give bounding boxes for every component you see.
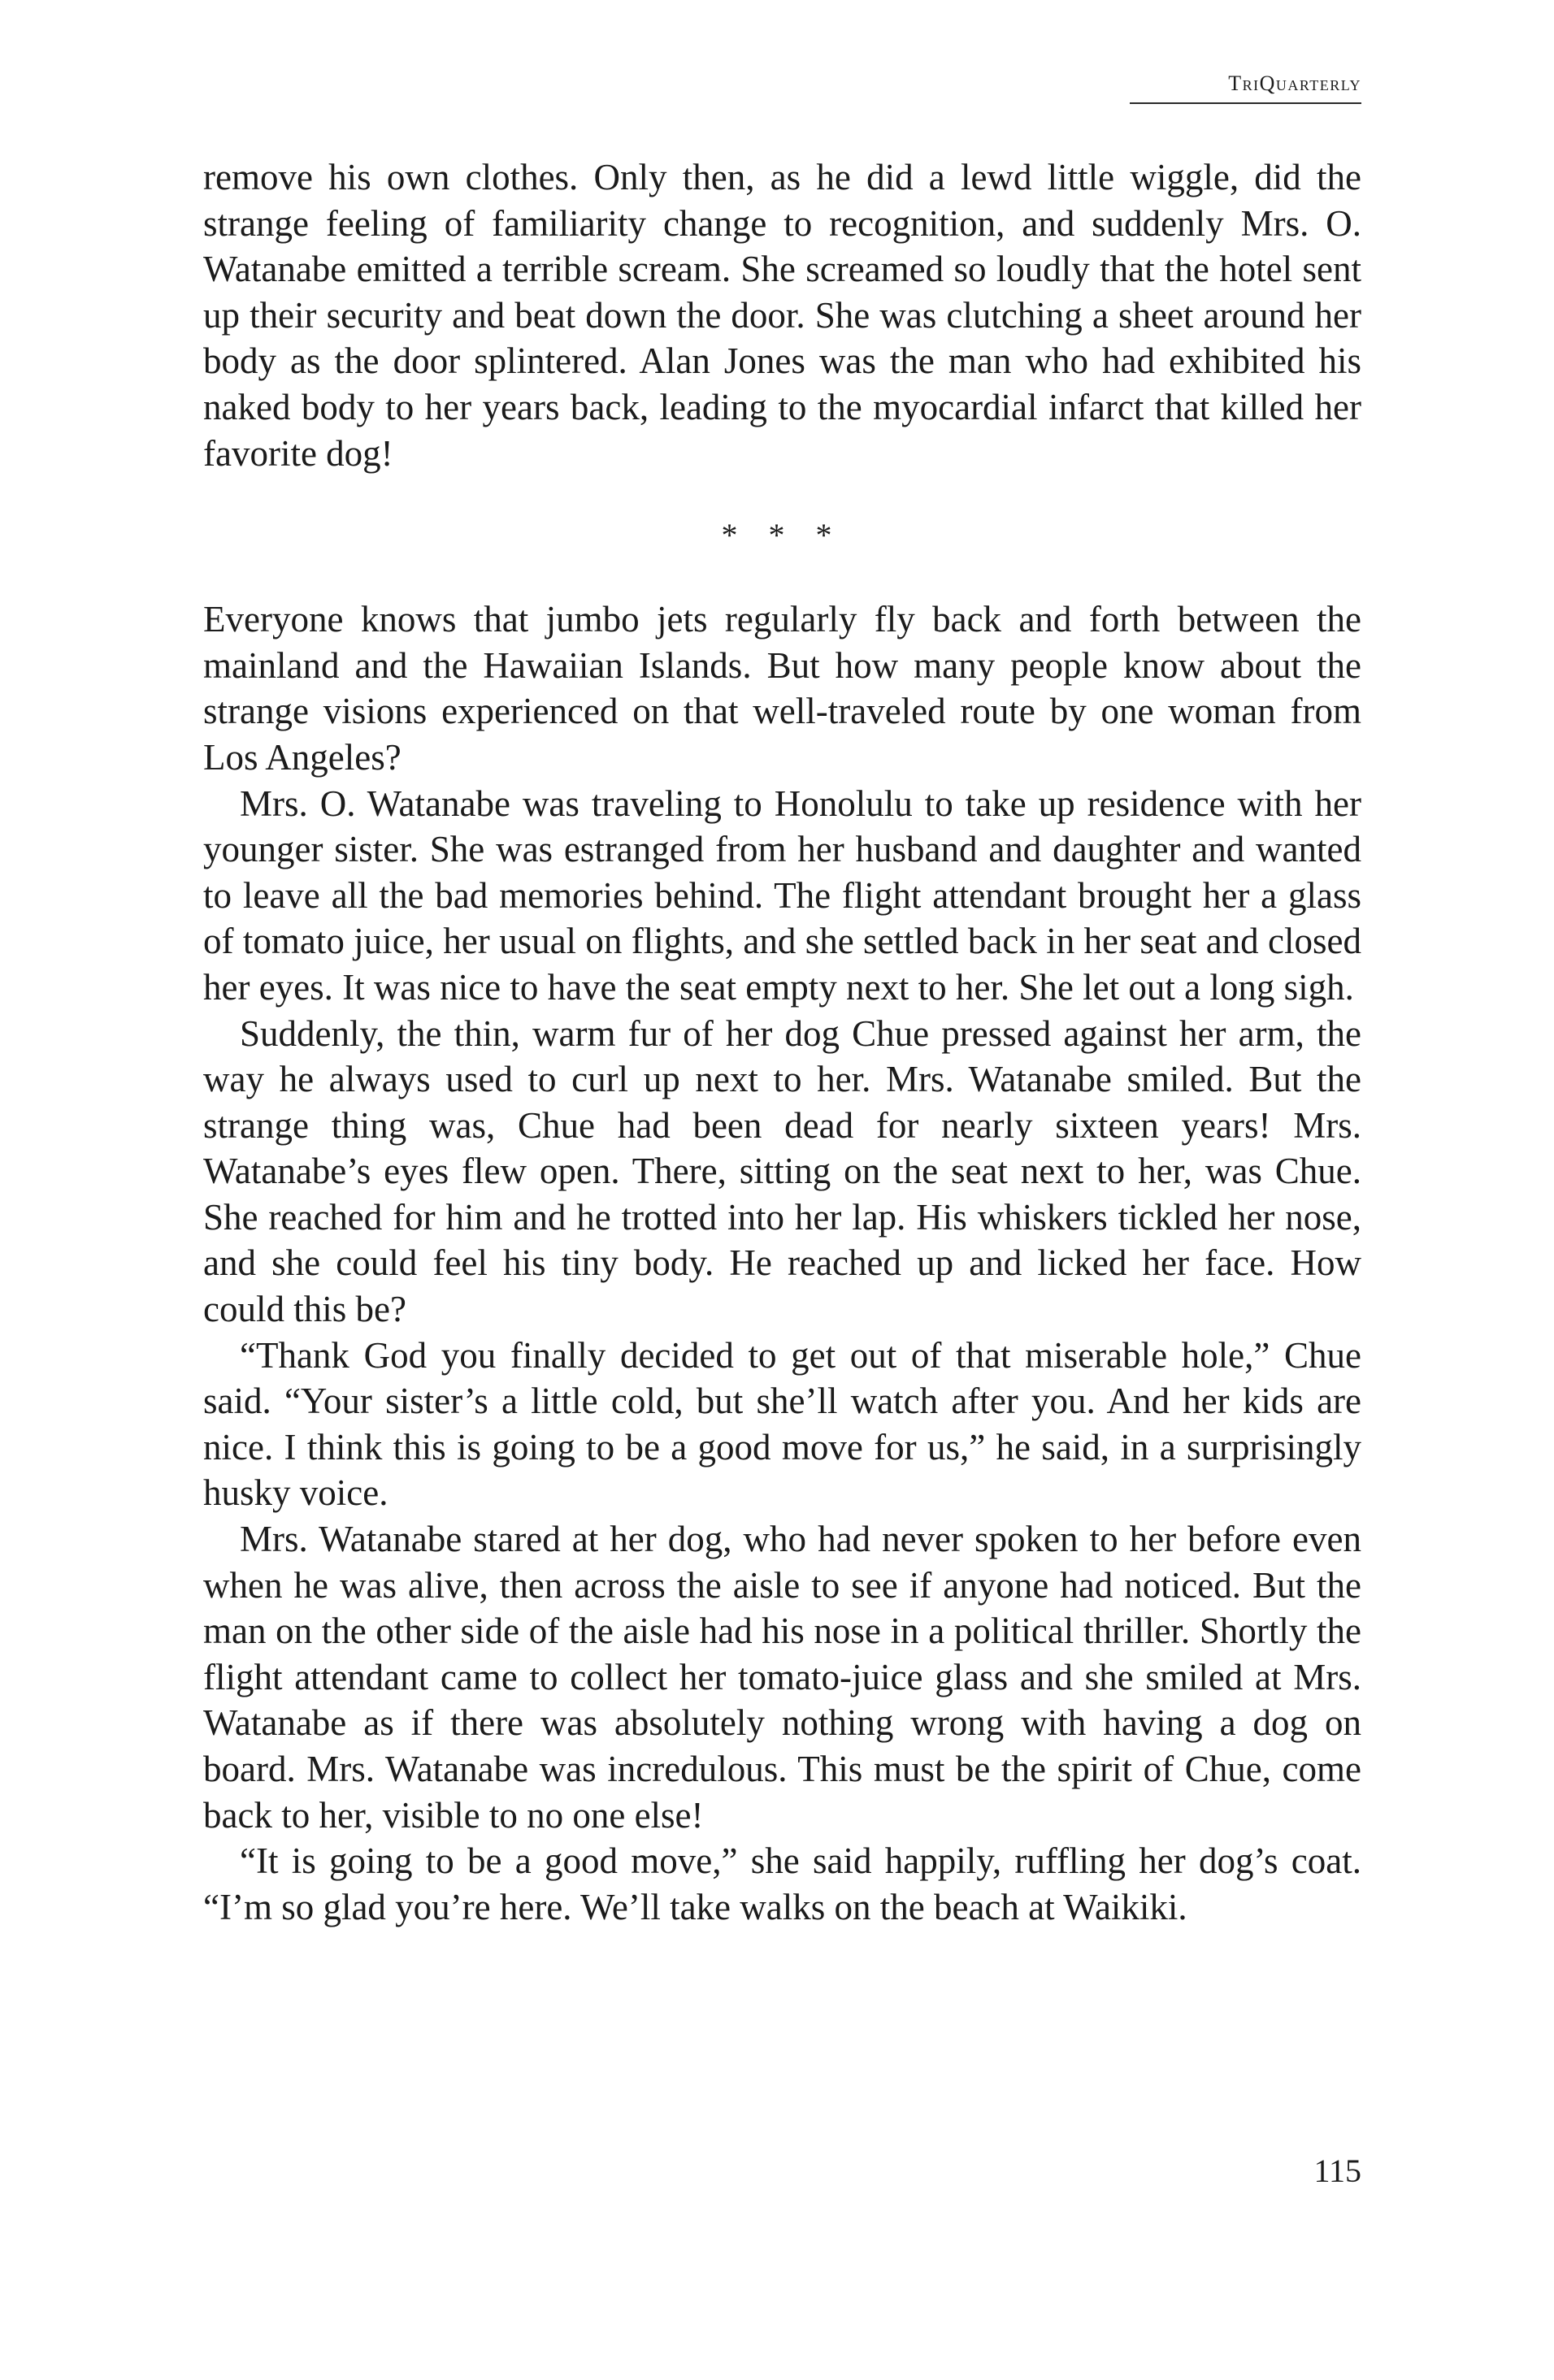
running-head: TriQuarterly <box>1130 72 1361 104</box>
paragraph: “Thank God you finally decided to get out of that miserable hole,” Chue said. “Your sister’s a little cold, but she’ll watch after you. And her kids are nice. I think this is going to be a good move for us,” he said, in a surprisingly husky voice. <box>203 1334 1361 1514</box>
paragraph: Mrs. O. Watanabe was traveling to Honolulu to take up residence with her younger sister. She was estranged from her husband and daughter and wanted to leave all the bad memories behind. The flight attendant brought her a glass of tomato juice, her usual on flights, and she settled back in her seat and closed her eyes. It was nice to have the seat empty next to her. She let out a long sigh. <box>203 782 1361 1008</box>
page-number: 115 <box>1313 2152 1361 2189</box>
paragraph: remove his own clothes. Only then, as he did a lewd little wiggle, did the strange feeling of familiarity change to recognition, and suddenly Mrs. O. Watanabe emitted a terrible scream. She screamed so loudly that the hotel sent up their security and beat down the door. She was clutching a sheet around her body as the door splintered. Alan Jones was the man who had exhibited his naked body to her years back, leading to the myocardial infarct that killed her favorite dog! <box>203 157 1361 474</box>
paragraph: Mrs. Watanabe stared at her dog, who had never spoken to her before even when he was alive, then across the aisle to see if anyone had noticed. But the man on the other side of the aisle had his nose in a political thriller. Shortly the flight attendant came to collect her tomato-juice glass and she smiled at Mrs. Watanabe as if there was absolutely nothing wrong with having a dog on board. Mrs. Watanabe was incredulous. This must be the spirit of Chue, come back to her, visible to no one else! <box>203 1519 1361 1836</box>
section-break: * * * <box>721 517 844 554</box>
paragraph: Everyone knows that jumbo jets regularly fly back and forth between the mainland and the Hawaiian Islands. But how many people know about the strange visions experienced on that well-traveled route by one woman from Los Angeles? <box>203 599 1361 778</box>
paragraph: “It is going to be a good move,” she said happily, ruffling her dog’s coat. “I’m so glad you’re here. We’ll take walks on the beach at Waikiki. <box>203 1840 1361 1927</box>
paragraph: Suddenly, the thin, warm fur of her dog Chue pressed against her arm, the way he always used to curl up next to her. Mrs. Watanabe smiled. But the strange thing was, Chue had been dead for nearly sixteen years! Mrs. Watanabe’s eyes flew open. There, sitting on the seat next to her, was Chue. She reached for him and he trotted into her lap. His whiskers tickled her nose, and she could feel his tiny body. He reached up and licked her face. How could this be? <box>203 1012 1361 1330</box>
text-block <box>203 154 1361 1930</box>
